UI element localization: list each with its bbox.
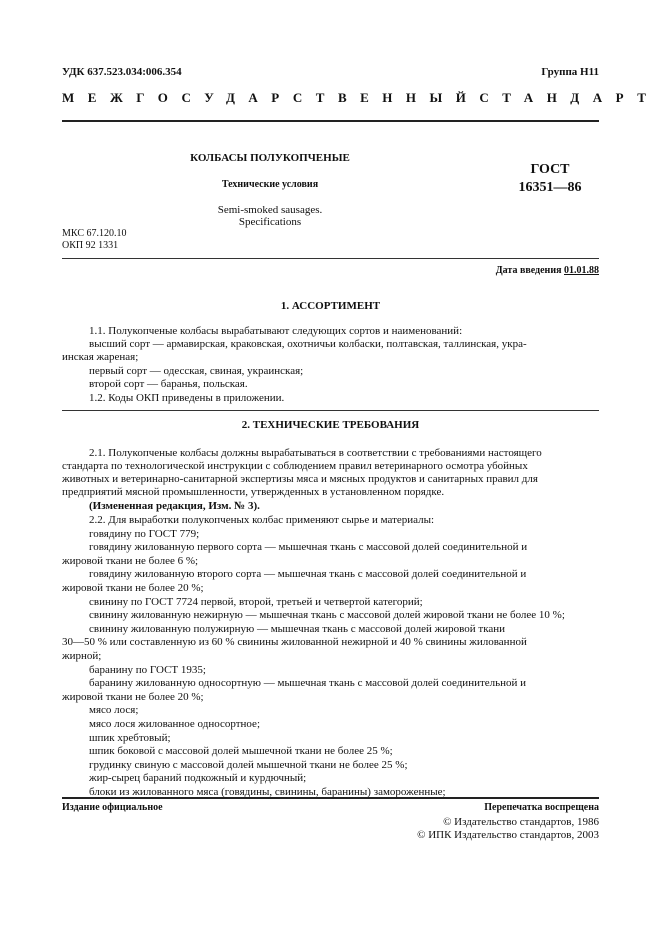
section-2-line: жир-сырец бараний подкожный и курдючный; — [89, 772, 307, 784]
group-code: Группа Н11 — [541, 66, 599, 78]
section-2-line: 2.2. Для выработки полукопченых колбас применяют сырье и материалы: — [89, 514, 435, 526]
section-2-line: жировой ткани не более 6 %; — [62, 555, 199, 567]
section-1-line: второй сорт — баранья, польская. — [89, 378, 248, 390]
section-2-line: баранину жилованную односортную — мышечная ткань с массовой долей соединительной и — [89, 677, 527, 689]
standard-word-interstate: МЕЖГОСУДАРСТВЕННЫЙ — [62, 90, 480, 105]
section-2-line: жирной; — [62, 650, 102, 662]
english-subtitle: Specifications — [238, 216, 302, 228]
footer-official-edition: Издание официальное — [62, 802, 163, 813]
section-2-line: жировой ткани не более 20 %; — [62, 582, 204, 594]
standard-banner — [62, 90, 660, 106]
mks-code: МКС 67.120.10 — [62, 228, 127, 239]
section-2-line: шпик боковой с массовой долей мышечной ткани не более 25 %; — [89, 745, 393, 757]
section-2-line: 30—50 % или составленную из 60 % свинины жилованной нежирной и 40 % свинины жилованной — [62, 636, 527, 648]
gost-label: ГОСТ — [530, 162, 570, 177]
intro-date-label: Дата введения — [495, 265, 562, 276]
section-2-line: жировой ткани не более 20 %; — [62, 691, 204, 703]
section-divider — [62, 410, 599, 411]
section-2-line: говядину жилованную второго сорта — мышечная ткань с массовой долей соединительной и — [89, 568, 527, 580]
bottom-rule — [62, 797, 599, 799]
udk-code: УДК 637.523.034:006.354 — [62, 66, 182, 78]
top-rule — [62, 120, 599, 122]
paragraph-2-1-line: предприятий мясной промышленности, утвержденных в установленном порядке. — [62, 486, 445, 498]
section-1-line: 1.2. Коды ОКП приведены в приложении. — [89, 392, 285, 404]
section-2-line: блоки из жилованного мяса (говядины, свинины, баранины) замороженные; — [89, 786, 446, 798]
section-2-heading: 2. ТЕХНИЧЕСКИЕ ТРЕБОВАНИЯ — [241, 419, 420, 431]
copyright-2003: © ИПК Издательство стандартов, 2003 — [417, 829, 599, 841]
section-1-line: 1.1. Полукопченые колбасы вырабатывают следующих сортов и наименований: — [89, 325, 463, 337]
english-title: Semi-smoked sausages. — [217, 204, 323, 216]
section-2-line: свинину по ГОСТ 7724 первой, второй, третьей и четвертой категорий; — [89, 596, 423, 608]
footer-reprint-prohibited: Перепечатка воспрещена — [484, 802, 599, 813]
section-2-line: шпик хребтовый; — [89, 732, 171, 744]
document-subtitle: Технические условия — [221, 179, 319, 190]
standard-word-standard: СТАНДАРТ — [479, 90, 660, 105]
intro-date — [496, 265, 599, 276]
section-1-heading: 1. АССОРТИМЕНТ — [280, 300, 381, 312]
copyright-1986: © Издательство стандартов, 1986 — [443, 816, 599, 828]
section-2-line: свинину жилованную нежирную — мышечная ткань с массовой долей жировой ткани не более 10 %; — [89, 609, 565, 621]
section-2-line: баранину по ГОСТ 1935; — [89, 664, 206, 676]
paragraph-2-1-line: стандарта по технологической инструкции с соблюдением правил ветеринарного осмотра убойных — [62, 460, 528, 472]
intro-date-value: 01.01.88 — [564, 265, 599, 276]
title-rule — [62, 258, 599, 259]
section-2-line: мясо лося; — [89, 704, 139, 716]
amendment-note: (Измененная редакция, Изм. № 3). — [89, 500, 260, 512]
section-2-line: говядину жилованную первого сорта — мышечная ткань с массовой долей соединительной и — [89, 541, 528, 553]
paragraph-2-1-line: 2.1. Полукопченые колбасы должны вырабатываться в соответствии с требованиями настоящего — [89, 447, 542, 459]
okp-code: ОКП 92 1331 — [62, 240, 119, 251]
section-1-line: высший сорт — армавирская, краковская, охотничьи колбаски, полтавская, таллинская, укра- — [89, 338, 527, 350]
section-1-line: инская жареная; — [62, 351, 139, 363]
document-title: КОЛБАСЫ ПОЛУКОПЧЕНЫЕ — [190, 152, 350, 164]
section-2-line: говядину по ГОСТ 779; — [89, 528, 200, 540]
section-2-line: мясо лося жилованное односортное; — [89, 718, 260, 730]
section-2-line: грудинку свиную с массовой долей мышечной ткани не более 25 %; — [89, 759, 408, 771]
paragraph-2-1 — [62, 447, 599, 499]
paragraph-2-1-line: животных и ветеринарно-санитарной экспертизы мяса и мясных продуктов и санитарных правил для — [62, 473, 538, 485]
gost-number: 16351—86 — [518, 180, 582, 195]
section-1-line: первый сорт — одесская, свиная, украинская; — [89, 365, 304, 377]
section-2-line: свинину жилованную полужирную — мышечная ткань с массовой долей жировой ткани — [89, 623, 506, 635]
